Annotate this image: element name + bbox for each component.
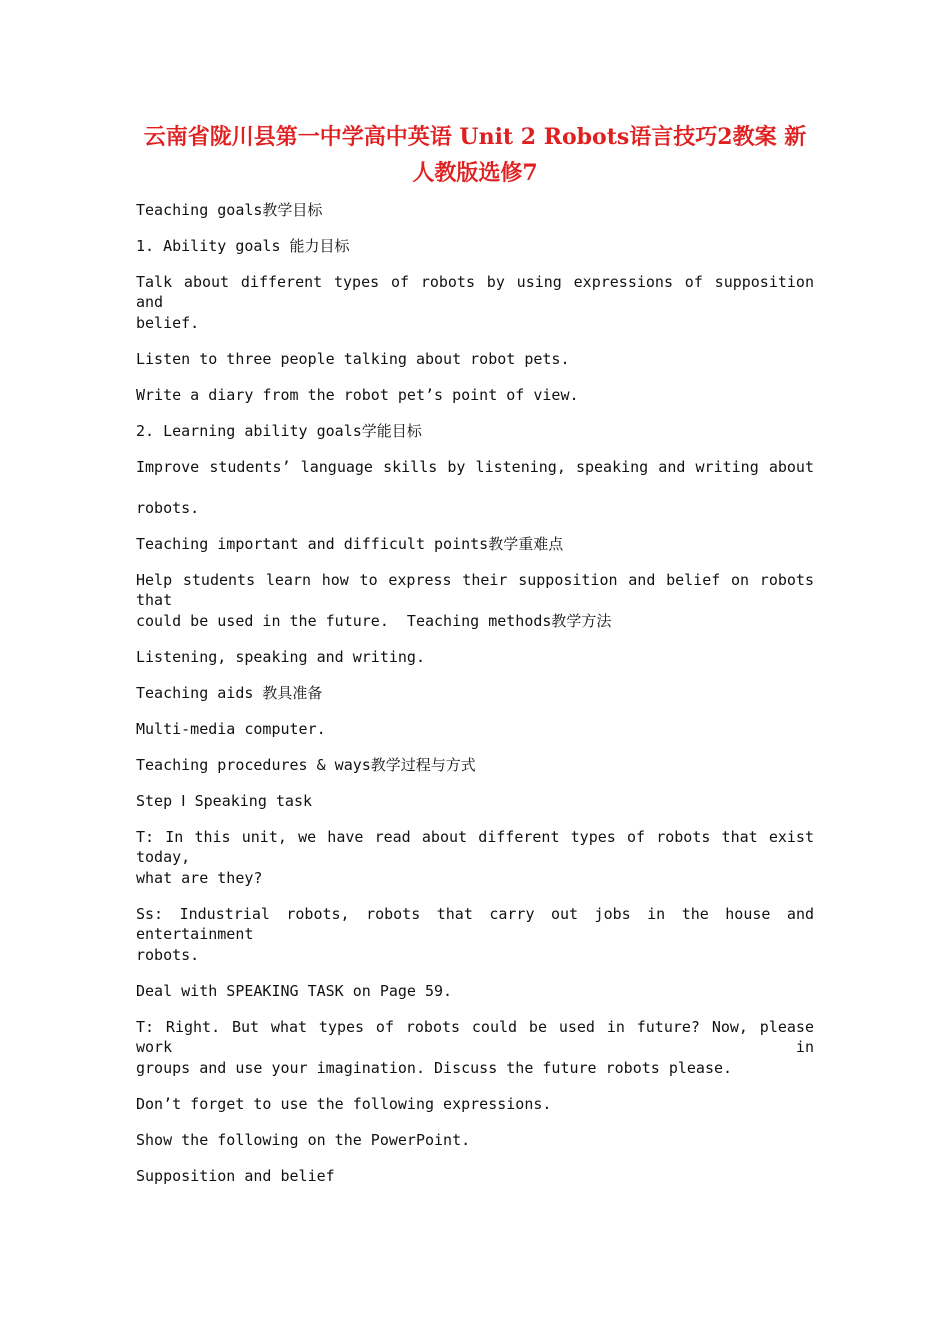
heading-ability-goals: 1. Ability goals 能力目标: [136, 237, 350, 255]
paragraph-line: Talk about different types of robots by using expressions of supposition and: [136, 273, 814, 311]
paragraph-line: could be used in the future. Teaching methods教学方法: [136, 612, 612, 630]
heading-step-one: Step Ⅰ Speaking task: [136, 792, 313, 810]
paragraph-line: T: Right. But what types of robots could be used in future? Now, please work in: [136, 1018, 814, 1056]
document-title-line-2: 人教版选修7: [412, 160, 538, 186]
paragraph-line: Write a diary from the robot pet’s point of view.: [136, 386, 579, 404]
heading-important-points: Teaching important and difficult points教学重难点: [136, 535, 564, 553]
paragraph-line: Improve students’ language skills by listening, speaking and writing about: [136, 458, 814, 476]
paragraph-line: Multi-media computer.: [136, 720, 326, 738]
paragraph-line: Deal with SPEAKING TASK on Page 59.: [136, 982, 453, 1000]
paragraph-line: Ss: Industrial robots, robots that carry out jobs in the house and entertainment: [136, 905, 814, 943]
paragraph-line: Listen to three people talking about robot pets.: [136, 350, 570, 368]
paragraph-line: Supposition and belief: [136, 1167, 335, 1185]
paragraph-line: T: In this unit, we have read about different types of robots that exist today,: [136, 828, 814, 866]
paragraph-line: Don’t forget to use the following expressions.: [136, 1095, 552, 1113]
paragraph-line: Listening, speaking and writing.: [136, 648, 425, 666]
paragraph-line: Show the following on the PowerPoint.: [136, 1131, 471, 1149]
heading-teaching-goals: Teaching goals教学目标: [136, 201, 323, 219]
paragraph-line: what are they?: [136, 869, 263, 887]
paragraph-line: robots.: [136, 499, 200, 517]
paragraph-line: belief.: [136, 314, 200, 332]
heading-teaching-procedures: Teaching procedures & ways教学过程与方式: [136, 756, 476, 774]
heading-learning-ability-goals: 2. Learning ability goals学能目标: [136, 422, 422, 440]
paragraph-line: Help students learn how to express their supposition and belief on robots that: [136, 571, 814, 609]
paragraph-line: robots.: [136, 946, 200, 964]
heading-teaching-aids: Teaching aids 教具准备: [136, 684, 323, 702]
document-title-line-1: 云南省陇川县第一中学高中英语 Unit 2 Robots语言技巧2教案 新: [143, 124, 807, 150]
paragraph-line: groups and use your imagination. Discuss the future robots please.: [136, 1059, 733, 1077]
